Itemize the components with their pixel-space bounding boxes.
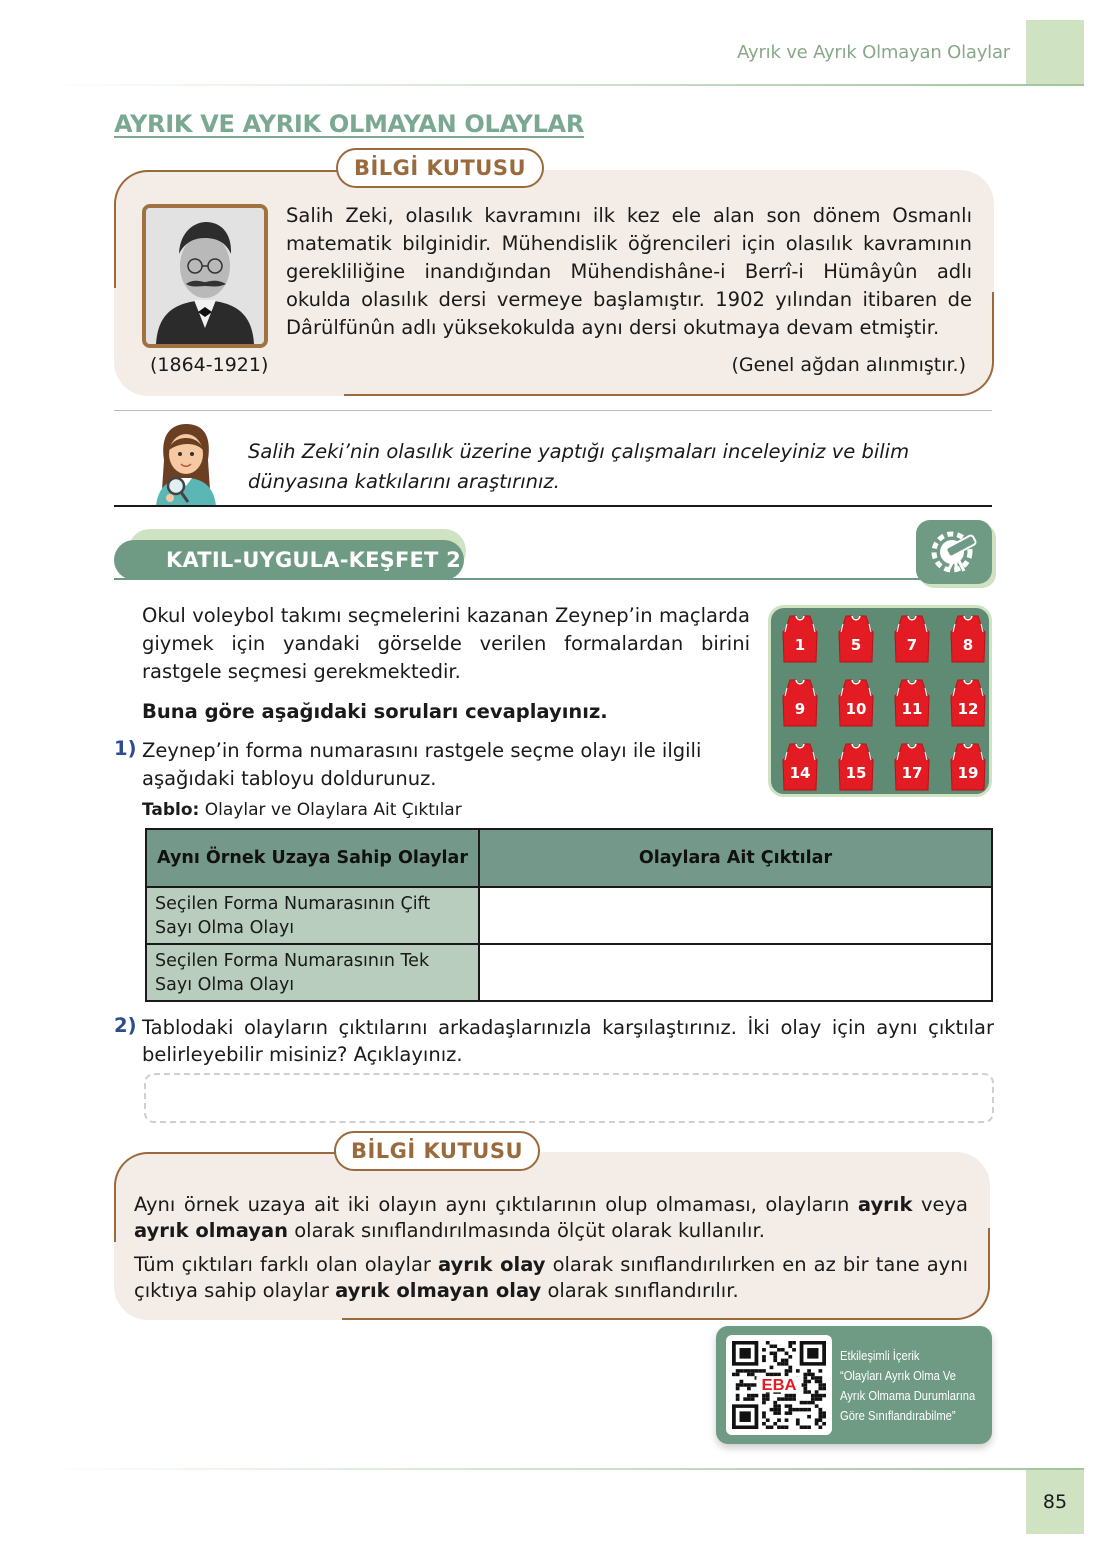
qr-module [736,1373,740,1377]
qr-module [736,1397,740,1401]
qr-module [788,1404,792,1408]
qr-module [777,1418,781,1422]
qr-module [770,1345,774,1349]
table-cell-even-event: Seçilen Forma Numarasının Çift Sayı Olma Olayı [146,887,479,944]
qr-module [785,1425,789,1429]
qr-module [807,1390,811,1394]
qr-module [770,1352,774,1356]
interactive-content-line: Ayrık Olmama Durumlarına [840,1388,976,1403]
qr-finder [807,1348,818,1359]
jersey-number: 14 [789,764,811,782]
qr-module [785,1352,789,1356]
qr-module [818,1418,822,1422]
qr-module [736,1394,740,1398]
qr-module [818,1415,822,1419]
qr-module [803,1425,807,1429]
activity-title: KATIL-UYGULA-KEŞFET 2 [114,540,464,580]
qr-module [736,1383,740,1387]
qr-module [822,1383,826,1387]
interactive-content-card[interactable] [716,1326,992,1444]
portrait-caption: (1864-1921) [150,354,269,376]
jersey-11 [893,678,931,728]
qr-module [800,1425,804,1429]
qr-module [811,1373,815,1377]
qr-module [788,1355,792,1359]
table-caption [142,800,462,820]
table-cell-odd-outcomes[interactable] [479,944,992,1001]
qr-module [781,1362,785,1366]
table-header-row [146,829,992,887]
telescope-gear-svg [924,527,984,577]
qr-module [740,1369,744,1373]
jersey-9 [781,678,819,728]
qr-module [777,1362,781,1366]
qr-module [811,1394,815,1398]
qr-module [747,1383,751,1387]
qr-module [781,1397,785,1401]
jersey-14 [781,742,819,792]
qr-module [822,1415,826,1419]
qr-module [762,1411,766,1415]
qr-module [785,1394,789,1398]
qr-module [785,1359,789,1363]
qr-module [751,1394,755,1398]
jersey-7 [893,614,931,664]
qr-module [818,1394,822,1398]
qr-module [766,1425,770,1429]
qr-module [743,1397,747,1401]
qr-module [781,1425,785,1429]
qr-module [792,1341,796,1345]
text-run: olarak sınıflandırılmasında ölçüt olarak kullanılır. [288,1219,765,1242]
research-girl-icon [150,420,222,506]
qr-module [781,1359,785,1363]
events-table [145,828,993,1002]
qr-module [740,1383,744,1387]
qr-module [758,1369,762,1373]
qr-module [807,1380,811,1384]
interactive-content-line: “Olayları Ayrık Olma Ve [840,1368,956,1383]
jersey-number: 11 [901,700,923,718]
info-box-2-paragraph-1 [134,1192,968,1244]
qr-module [755,1394,759,1398]
jersey-19 [949,742,987,792]
activity-intro: Okul voleybol takımı seçmelerini kazanan Zeynep’in maçlarda giymek için yandaki görselde verilen formalardan birini rastgele seçmesi gerekmektedir. [142,604,750,683]
text-run: olarak sınıflandırılır. [541,1279,739,1302]
info-box-1-text: Salih Zeki, olasılık kavramını ilk kez ele alan son dönem Osmanlı matematik bilginidir. Mühendislik öğrencileri için olasılık kavramının gerekliliğine inandığından Mühendishâne-i Berrî-i Hümâyûn adlı okulda olasılık dersi vermeye başlamıştır. 1902 yılından itibaren de Dârülfünûn adlı yüksekokulda aynı dersi okutmaya devam etmiştir. [286,204,972,339]
qr-module [803,1373,807,1377]
answer-box[interactable] [144,1073,994,1123]
qr-module [762,1401,766,1405]
qr-module [762,1348,766,1352]
qr-module [800,1408,804,1412]
qr-module [766,1341,770,1345]
qr-module [796,1369,800,1373]
table-header-outcomes: Olaylara Ait Çıktılar [479,829,992,887]
qr-module [762,1369,766,1373]
qr-module [815,1418,819,1422]
qr-module [803,1401,807,1405]
bold-term: ayrık olay [437,1253,546,1276]
jersey-8 [949,614,987,664]
qr-module [796,1408,800,1412]
qr-module [785,1397,789,1401]
qr-module [818,1380,822,1384]
qr-module [803,1387,807,1391]
qr-module [773,1422,777,1426]
qr-module [800,1401,804,1405]
qr-module [788,1341,792,1345]
info-box-2-paragraph-2 [134,1252,968,1304]
jersey-5 [837,614,875,664]
qr-module [818,1387,822,1391]
qr-module [807,1415,811,1419]
qr-finder [740,1348,751,1359]
qr-module [777,1408,781,1412]
qr-module [796,1418,800,1422]
jersey-15 [837,742,875,792]
qr-module [822,1411,826,1415]
research-bottom-rule [114,505,992,507]
qr-module [803,1383,807,1387]
question-2-number: 2) [114,1014,137,1037]
bold-term: ayrık [857,1193,913,1216]
qr-module [770,1408,774,1412]
footer-rule [40,1468,1084,1470]
qr-module [736,1369,740,1373]
qr-module [766,1397,770,1401]
qr-module [815,1390,819,1394]
qr-module [818,1369,822,1373]
jersey-number: 5 [850,636,862,654]
research-top-rule [114,410,992,411]
qr-module [807,1373,811,1377]
qr-module [766,1418,770,1422]
qr-module [788,1369,792,1373]
text-run: Aynı örnek uzaya ait iki olayın aynı çıktılarının olup olmaması, olayların [134,1193,858,1216]
qr-finder [740,1411,751,1422]
header-corner-tab [1026,20,1084,84]
interactive-content-line: Etkileşimli İçerik [840,1348,920,1363]
qr-module [777,1411,781,1415]
jersey-number: 1 [794,636,806,654]
table-caption-bold: Tablo: [142,800,200,820]
qr-module [762,1397,766,1401]
research-text: Salih Zeki’nin olasılık üzerine yaptığı çalışmaları inceleyiniz ve bilim dünyasına katkılarını araştırınız. [248,440,910,493]
text-run: Tüm çıktıları farklı olan olaylar [134,1253,438,1276]
qr-module [818,1425,822,1429]
qr-module [770,1366,774,1370]
qr-module [803,1376,807,1380]
qr-module [747,1394,751,1398]
qr-module [822,1387,826,1391]
qr-module [803,1390,807,1394]
question-1-number: 1) [114,737,137,760]
table-row [146,887,992,944]
qr-module [785,1404,789,1408]
jersey-number: 15 [845,764,867,782]
qr-module [803,1380,807,1384]
table-header-events: Aynı Örnek Uzaya Sahip Olaylar [146,829,479,887]
qr-module [773,1359,777,1363]
qr-module [773,1404,777,1408]
qr-module [762,1422,766,1426]
qr-module [796,1422,800,1426]
qr-module [807,1408,811,1412]
qr-module [788,1408,792,1412]
qr-module [815,1394,819,1398]
qr-module [792,1348,796,1352]
qr-module [785,1369,789,1373]
portrait-image [146,208,264,344]
salih-zeki-portrait [142,204,268,348]
jersey-1 [781,614,819,664]
info-box-2-label: BİLGİ KUTUSU [334,1131,540,1171]
qr-module [792,1394,796,1398]
qr-module [747,1369,751,1373]
text-run: olarak sınıflandırılırken en az bir tane aynı çıktıya sahip olaylar [134,1253,969,1302]
activity-prompt: Buna göre aşağıdaki soruları cevaplayınız. [142,700,608,723]
telescope-gear-icon [916,520,992,584]
table-caption-text: Olaylar ve Olaylara Ait Çıktılar [199,800,462,820]
qr-module [743,1369,747,1373]
qr-module [788,1394,792,1398]
qr-module [773,1352,777,1356]
qr-module [762,1415,766,1419]
qr-module [751,1397,755,1401]
qr-module [773,1355,777,1359]
jersey-number: 8 [962,636,974,654]
qr-module [747,1387,751,1391]
table-cell-even-outcomes[interactable] [479,887,992,944]
qr-module [732,1373,736,1377]
qr-module [770,1425,774,1429]
qr-module [785,1411,789,1415]
info-box-1-label: BİLGİ KUTUSU [336,148,544,188]
jersey-panel [768,605,992,797]
qr-module [788,1366,792,1370]
source-note: (Genel ağdan alınmıştır.) [731,354,966,376]
qr-module [777,1425,781,1429]
qr-module [811,1401,815,1405]
qr-module [818,1376,822,1380]
qr-module [807,1401,811,1405]
interactive-content-text [840,1346,976,1426]
jersey-17 [893,742,931,792]
qr-module [818,1383,822,1387]
qr-code[interactable] [726,1335,832,1435]
bold-term: ayrık olmayan [134,1219,289,1242]
qr-module [762,1355,766,1359]
qr-module [751,1373,755,1377]
qr-module [736,1387,740,1391]
jersey-number: 10 [845,700,867,718]
bold-term: ayrık olmayan olay [335,1279,542,1302]
text-run: veya [912,1193,968,1216]
qr-module [747,1373,751,1377]
qr-code-image [732,1341,826,1429]
jersey-number: 12 [957,700,979,718]
page-number: 85 [1026,1470,1084,1534]
qr-module [766,1394,770,1398]
eba-logo: EBA [761,1376,797,1394]
table-cell-odd-event: Seçilen Forma Numarasının Tek Sayı Olma Olayı [146,944,479,1001]
qr-module [811,1397,815,1401]
qr-module [773,1401,777,1405]
qr-module [773,1411,777,1415]
table-row [146,944,992,1001]
info-box-2-text [134,1192,968,1304]
qr-module [781,1348,785,1352]
running-title: Ayrık ve Ayrık Olmayan Olaylar [737,42,1010,63]
qr-module [755,1369,759,1373]
jersey-number: 19 [957,764,979,782]
qr-module [740,1380,744,1384]
jersey-10 [837,678,875,728]
qr-module [785,1362,789,1366]
qr-module [788,1397,792,1401]
qr-module [743,1383,747,1387]
qr-module [822,1394,826,1398]
qr-module [807,1369,811,1373]
jersey-number: 7 [906,636,918,654]
question-2-text: Tablodaki olayların çıktılarını arkadaşlarınızla karşılaştırınız. İki olay için aynı çıktılar belirleyebilir misiniz? Açıklayınız. [142,1016,994,1066]
qr-module [815,1422,819,1426]
qr-module [785,1418,789,1422]
question-1-text: Zeynep’in forma numarasını rastgele seçme olayı ile ilgili aşağıdaki tabloyu doldurunuz. [142,739,702,790]
qr-module [777,1397,781,1401]
qr-module [773,1345,777,1349]
qr-module [811,1376,815,1380]
qr-module [788,1345,792,1349]
qr-module [751,1383,755,1387]
qr-module [815,1397,819,1401]
qr-module [762,1359,766,1363]
qr-module [822,1422,826,1426]
qr-module [762,1394,766,1398]
jersey-12 [949,678,987,728]
qr-module [818,1397,822,1401]
interactive-content-line: Göre Sınıflandırabilme” [840,1408,956,1423]
qr-module [807,1425,811,1429]
jersey-number: 9 [794,700,806,718]
qr-module [777,1348,781,1352]
qr-module [815,1404,819,1408]
header-rule [40,84,1084,86]
section-title: AYRIK VE AYRIK OLMAYAN OLAYLAR [114,110,585,138]
qr-module [803,1408,807,1412]
qr-module [792,1408,796,1412]
qr-module [815,1380,819,1384]
qr-module [788,1411,792,1415]
qr-module [751,1369,755,1373]
qr-module [792,1397,796,1401]
qr-module [777,1404,781,1408]
jersey-number: 17 [901,764,923,782]
qr-module [818,1408,822,1412]
qr-module [818,1411,822,1415]
qr-module [747,1397,751,1401]
qr-module [815,1376,819,1380]
qr-module [773,1408,777,1412]
